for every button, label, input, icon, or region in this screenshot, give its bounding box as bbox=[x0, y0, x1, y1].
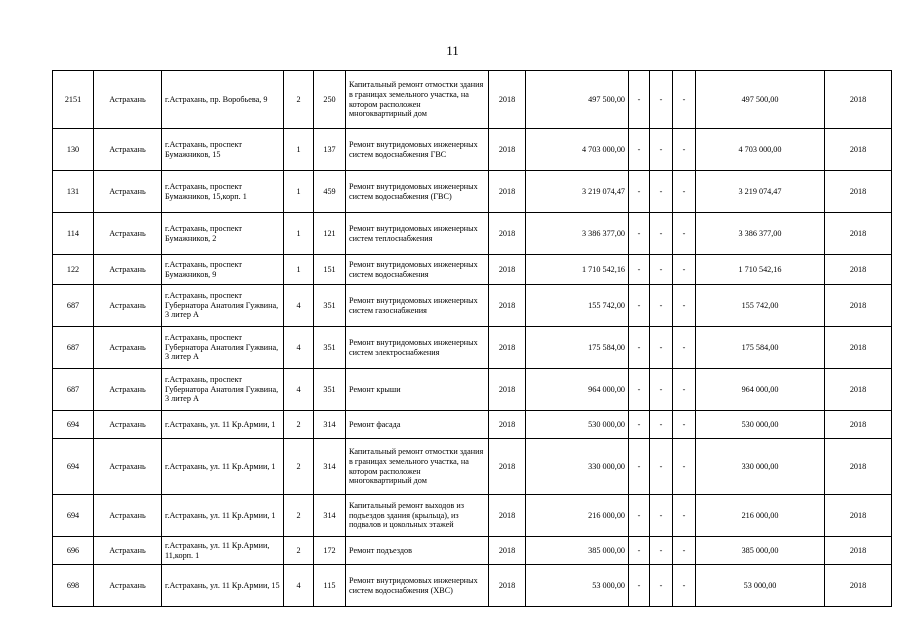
work-type-cell: Ремонт фасада bbox=[346, 411, 489, 439]
area-cell: 151 bbox=[314, 255, 346, 285]
table-row bbox=[53, 369, 892, 411]
record-id-cell: 687 bbox=[53, 285, 94, 327]
fund-cell: - bbox=[673, 369, 696, 411]
city-cell: Астрахань bbox=[94, 213, 162, 255]
floors-cell: 1 bbox=[284, 171, 314, 213]
address-cell: г.Астрахань, проспект Бумажников, 9 bbox=[162, 255, 284, 285]
completion-year-cell: 2018 bbox=[825, 171, 892, 213]
table-row bbox=[53, 71, 892, 129]
table-row bbox=[53, 255, 892, 285]
fund-cell: - bbox=[629, 213, 650, 255]
total-cost-cell: 385 000,00 bbox=[526, 537, 629, 565]
fund-cell: - bbox=[650, 411, 673, 439]
city-cell: Астрахань bbox=[94, 439, 162, 495]
other-sources-cell: 3 386 377,00 bbox=[696, 213, 825, 255]
address-cell: г.Астрахань, проспект Бумажников, 15,корп. 1 bbox=[162, 171, 284, 213]
fund-cell: - bbox=[629, 71, 650, 129]
fund-cell: - bbox=[629, 439, 650, 495]
year-cell: 2018 bbox=[489, 129, 526, 171]
fund-cell: - bbox=[673, 327, 696, 369]
area-cell: 314 bbox=[314, 495, 346, 537]
table-row bbox=[53, 171, 892, 213]
work-type-cell: Ремонт внутридомовых инженерных систем газоснабжения bbox=[346, 285, 489, 327]
fund-cell: - bbox=[629, 327, 650, 369]
floors-cell: 4 bbox=[284, 369, 314, 411]
year-cell: 2018 bbox=[489, 439, 526, 495]
fund-cell: - bbox=[673, 411, 696, 439]
city-cell: Астрахань bbox=[94, 537, 162, 565]
work-type-cell: Ремонт внутридомовых инженерных систем водоснабжения ГВС bbox=[346, 129, 489, 171]
work-type-cell: Капитальный ремонт выходов из подъездов здания (крыльца), из подвалов и цокольных этажей bbox=[346, 495, 489, 537]
year-cell: 2018 bbox=[489, 495, 526, 537]
other-sources-cell: 3 219 074,47 bbox=[696, 171, 825, 213]
completion-year-cell: 2018 bbox=[825, 495, 892, 537]
year-cell: 2018 bbox=[489, 171, 526, 213]
area-cell: 137 bbox=[314, 129, 346, 171]
total-cost-cell: 1 710 542,16 bbox=[526, 255, 629, 285]
other-sources-cell: 155 742,00 bbox=[696, 285, 825, 327]
work-type-cell: Капитальный ремонт отмостки здания в границах земельного участка, на котором расположен многоквартирный дом bbox=[346, 71, 489, 129]
work-type-cell: Капитальный ремонт отмостки здания в границах земельного участка, на котором расположен многоквартирный дом bbox=[346, 439, 489, 495]
capital-repair-table bbox=[52, 70, 892, 607]
city-cell: Астрахань bbox=[94, 255, 162, 285]
address-cell: г.Астрахань, проспект Бумажников, 15 bbox=[162, 129, 284, 171]
other-sources-cell: 330 000,00 bbox=[696, 439, 825, 495]
fund-cell: - bbox=[650, 213, 673, 255]
work-type-cell: Ремонт внутридомовых инженерных систем водоснабжения (ХВС) bbox=[346, 565, 489, 607]
record-id-cell: 2151 bbox=[53, 71, 94, 129]
year-cell: 2018 bbox=[489, 369, 526, 411]
fund-cell: - bbox=[650, 495, 673, 537]
completion-year-cell: 2018 bbox=[825, 439, 892, 495]
other-sources-cell: 175 584,00 bbox=[696, 327, 825, 369]
record-id-cell: 694 bbox=[53, 495, 94, 537]
city-cell: Астрахань bbox=[94, 171, 162, 213]
table-row bbox=[53, 285, 892, 327]
area-cell: 314 bbox=[314, 411, 346, 439]
city-cell: Астрахань bbox=[94, 71, 162, 129]
fund-cell: - bbox=[673, 255, 696, 285]
fund-cell: - bbox=[629, 495, 650, 537]
city-cell: Астрахань bbox=[94, 369, 162, 411]
fund-cell: - bbox=[650, 439, 673, 495]
address-cell: г.Астрахань, проспект Губернатора Анатолия Гужвина, 3 литер А bbox=[162, 285, 284, 327]
record-id-cell: 114 bbox=[53, 213, 94, 255]
work-type-cell: Ремонт внутридомовых инженерных систем теплоснабжения bbox=[346, 213, 489, 255]
floors-cell: 4 bbox=[284, 565, 314, 607]
area-cell: 115 bbox=[314, 565, 346, 607]
fund-cell: - bbox=[629, 565, 650, 607]
work-type-cell: Ремонт внутридомовых инженерных систем водоснабжения (ГВС) bbox=[346, 171, 489, 213]
city-cell: Астрахань bbox=[94, 327, 162, 369]
city-cell: Астрахань bbox=[94, 411, 162, 439]
completion-year-cell: 2018 bbox=[825, 327, 892, 369]
table-row bbox=[53, 129, 892, 171]
fund-cell: - bbox=[673, 495, 696, 537]
fund-cell: - bbox=[650, 537, 673, 565]
record-id-cell: 131 bbox=[53, 171, 94, 213]
fund-cell: - bbox=[629, 129, 650, 171]
floors-cell: 2 bbox=[284, 71, 314, 129]
table-row bbox=[53, 411, 892, 439]
fund-cell: - bbox=[673, 171, 696, 213]
record-id-cell: 694 bbox=[53, 411, 94, 439]
total-cost-cell: 330 000,00 bbox=[526, 439, 629, 495]
area-cell: 314 bbox=[314, 439, 346, 495]
fund-cell: - bbox=[629, 537, 650, 565]
address-cell: г.Астрахань, ул. 11 Кр.Армии, 15 bbox=[162, 565, 284, 607]
area-cell: 250 bbox=[314, 71, 346, 129]
year-cell: 2018 bbox=[489, 255, 526, 285]
work-type-cell: Ремонт внутридомовых инженерных систем водоснабжения bbox=[346, 255, 489, 285]
address-cell: г.Астрахань, ул. 11 Кр.Армии, 1 bbox=[162, 439, 284, 495]
table-row bbox=[53, 495, 892, 537]
fund-cell: - bbox=[650, 171, 673, 213]
other-sources-cell: 530 000,00 bbox=[696, 411, 825, 439]
area-cell: 351 bbox=[314, 327, 346, 369]
other-sources-cell: 497 500,00 bbox=[696, 71, 825, 129]
year-cell: 2018 bbox=[489, 71, 526, 129]
total-cost-cell: 497 500,00 bbox=[526, 71, 629, 129]
total-cost-cell: 3 219 074,47 bbox=[526, 171, 629, 213]
address-cell: г.Астрахань, проспект Бумажников, 2 bbox=[162, 213, 284, 255]
fund-cell: - bbox=[650, 369, 673, 411]
floors-cell: 2 bbox=[284, 439, 314, 495]
floors-cell: 2 bbox=[284, 411, 314, 439]
area-cell: 351 bbox=[314, 285, 346, 327]
floors-cell: 1 bbox=[284, 255, 314, 285]
other-sources-cell: 964 000,00 bbox=[696, 369, 825, 411]
city-cell: Астрахань bbox=[94, 495, 162, 537]
year-cell: 2018 bbox=[489, 411, 526, 439]
record-id-cell: 687 bbox=[53, 327, 94, 369]
area-cell: 459 bbox=[314, 171, 346, 213]
year-cell: 2018 bbox=[489, 327, 526, 369]
record-id-cell: 698 bbox=[53, 565, 94, 607]
year-cell: 2018 bbox=[489, 565, 526, 607]
city-cell: Астрахань bbox=[94, 285, 162, 327]
fund-cell: - bbox=[673, 439, 696, 495]
floors-cell: 1 bbox=[284, 213, 314, 255]
table-row bbox=[53, 327, 892, 369]
city-cell: Астрахань bbox=[94, 129, 162, 171]
completion-year-cell: 2018 bbox=[825, 129, 892, 171]
total-cost-cell: 175 584,00 bbox=[526, 327, 629, 369]
fund-cell: - bbox=[673, 565, 696, 607]
page-number: 11 bbox=[446, 43, 459, 58]
completion-year-cell: 2018 bbox=[825, 213, 892, 255]
address-cell: г.Астрахань, ул. 11 Кр.Армии, 11,корп. 1 bbox=[162, 537, 284, 565]
other-sources-cell: 4 703 000,00 bbox=[696, 129, 825, 171]
completion-year-cell: 2018 bbox=[825, 285, 892, 327]
area-cell: 351 bbox=[314, 369, 346, 411]
other-sources-cell: 385 000,00 bbox=[696, 537, 825, 565]
fund-cell: - bbox=[673, 71, 696, 129]
record-id-cell: 130 bbox=[53, 129, 94, 171]
total-cost-cell: 3 386 377,00 bbox=[526, 213, 629, 255]
record-id-cell: 696 bbox=[53, 537, 94, 565]
city-cell: Астрахань bbox=[94, 565, 162, 607]
total-cost-cell: 155 742,00 bbox=[526, 285, 629, 327]
address-cell: г.Астрахань, ул. 11 Кр.Армии, 1 bbox=[162, 411, 284, 439]
area-cell: 172 bbox=[314, 537, 346, 565]
fund-cell: - bbox=[673, 285, 696, 327]
completion-year-cell: 2018 bbox=[825, 71, 892, 129]
year-cell: 2018 bbox=[489, 213, 526, 255]
fund-cell: - bbox=[650, 565, 673, 607]
total-cost-cell: 4 703 000,00 bbox=[526, 129, 629, 171]
completion-year-cell: 2018 bbox=[825, 411, 892, 439]
address-cell: г.Астрахань, проспект Губернатора Анатолия Гужвина, 3 литер А bbox=[162, 327, 284, 369]
record-id-cell: 694 bbox=[53, 439, 94, 495]
work-type-cell: Ремонт подъездов bbox=[346, 537, 489, 565]
address-cell: г.Астрахань, ул. 11 Кр.Армии, 1 bbox=[162, 495, 284, 537]
fund-cell: - bbox=[629, 255, 650, 285]
other-sources-cell: 216 000,00 bbox=[696, 495, 825, 537]
other-sources-cell: 53 000,00 bbox=[696, 565, 825, 607]
floors-cell: 4 bbox=[284, 285, 314, 327]
total-cost-cell: 216 000,00 bbox=[526, 495, 629, 537]
fund-cell: - bbox=[650, 327, 673, 369]
work-type-cell: Ремонт внутридомовых инженерных систем электроснабжения bbox=[346, 327, 489, 369]
area-cell: 121 bbox=[314, 213, 346, 255]
fund-cell: - bbox=[673, 129, 696, 171]
total-cost-cell: 964 000,00 bbox=[526, 369, 629, 411]
total-cost-cell: 53 000,00 bbox=[526, 565, 629, 607]
floors-cell: 4 bbox=[284, 327, 314, 369]
address-cell: г.Астрахань, пр. Воробьева, 9 bbox=[162, 71, 284, 129]
fund-cell: - bbox=[629, 369, 650, 411]
total-cost-cell: 530 000,00 bbox=[526, 411, 629, 439]
completion-year-cell: 2018 bbox=[825, 537, 892, 565]
floors-cell: 1 bbox=[284, 129, 314, 171]
floors-cell: 2 bbox=[284, 537, 314, 565]
record-id-cell: 122 bbox=[53, 255, 94, 285]
table-row bbox=[53, 213, 892, 255]
work-type-cell: Ремонт крыши bbox=[346, 369, 489, 411]
address-cell: г.Астрахань, проспект Губернатора Анатолия Гужвина, 3 литер А bbox=[162, 369, 284, 411]
year-cell: 2018 bbox=[489, 285, 526, 327]
table-row bbox=[53, 439, 892, 495]
year-cell: 2018 bbox=[489, 537, 526, 565]
fund-cell: - bbox=[629, 285, 650, 327]
completion-year-cell: 2018 bbox=[825, 369, 892, 411]
fund-cell: - bbox=[673, 537, 696, 565]
fund-cell: - bbox=[650, 129, 673, 171]
floors-cell: 2 bbox=[284, 495, 314, 537]
fund-cell: - bbox=[629, 171, 650, 213]
table-row bbox=[53, 537, 892, 565]
record-id-cell: 687 bbox=[53, 369, 94, 411]
fund-cell: - bbox=[629, 411, 650, 439]
fund-cell: - bbox=[650, 285, 673, 327]
fund-cell: - bbox=[650, 71, 673, 129]
other-sources-cell: 1 710 542,16 bbox=[696, 255, 825, 285]
fund-cell: - bbox=[673, 213, 696, 255]
completion-year-cell: 2018 bbox=[825, 255, 892, 285]
fund-cell: - bbox=[650, 255, 673, 285]
completion-year-cell: 2018 bbox=[825, 565, 892, 607]
table-row bbox=[53, 565, 892, 607]
